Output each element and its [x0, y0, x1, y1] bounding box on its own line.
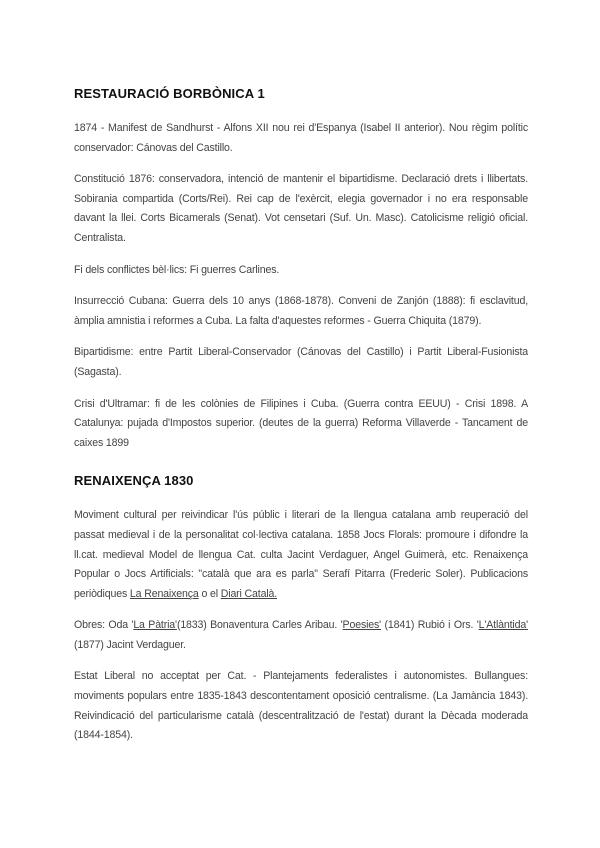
paragraph-text: o el: [198, 587, 221, 600]
paragraph: [74, 616, 528, 655]
section-title-restauracio: RESTAURACIÓ BORBÒNICA 1: [74, 86, 265, 101]
paragraph-text: Obres: Oda ': [74, 619, 134, 632]
paragraph-text: Moviment cultural per reivindicar l'ús públic i literari de la llengua catalana amb reuperació del passat medieval i de la personalitat col·lectiva catalana. 1858 Jocs Florals: promoure i difondre la ll.cat. medieval Model de llengua Cat. culta Jacint Verdaguer, Angel Guimerà, etc. Renaixença Popular o Jocs Artificials: "català que ara es parla" Serafí Pitarra (Frederic Soler). Publicacions periòdiques: [74, 509, 528, 600]
link-la-renaixenca[interactable]: La Renaixença: [129, 587, 199, 600]
paragraph: Insurrecció Cubana: Guerra dels 10 anys (1868-1878). Conveni de Zanjón (1888): fi esclavitud, àmplia amnistia i reformes a Cuba. La falta d'aquestes reformes - Guerra Chiquita (1879).: [74, 295, 528, 327]
link-diari-catala[interactable]: Diari Català.: [220, 587, 278, 600]
document-content: [74, 86, 528, 758]
paragraph: Crisi d'Ultramar: fi de les colònies de Filipines i Cuba. (Guerra contra EEUU) - Crisi 1898. A Catalunya: pujada d'Impostos superior. (deutes de la guerra) Reforma Villaverde - Tancament de caixes 1899: [74, 397, 528, 449]
paragraph: [74, 506, 528, 604]
paragraph: Fi dels conflictes bèl·lics: Fi guerres Carlines.: [74, 263, 280, 276]
paragraph-text: (1833) Bonaventura Carles Aribau. ': [176, 619, 343, 632]
paragraph: Bipartidisme: entre Partit Liberal-Conservador (Cánovas del Castillo) i Partit Liberal-Fusionista (Sagasta).: [74, 346, 528, 378]
paragraph-text: (1877) Jacint Verdaguer.: [74, 638, 186, 651]
link-la-patria[interactable]: La Pàtria': [133, 619, 177, 632]
section-title-renaixenca: RENAIXENÇA 1830: [74, 473, 194, 489]
paragraph: Constitució 1876: conservadora, intenció de mantenir el bipartidisme. Declaració drets i llibertats. Sobirania compartida (Corts/Rei). Rei cap de l'exèrcit, elegia governador i no era responsable davant la llei. Corts Bicamerals (Senat). Vot censetari (Suf. Un. Masc). Catolicisme religió oficial. Centralista.: [74, 173, 528, 244]
paragraph-text: (1841) Rubió i Ors. ': [381, 619, 479, 632]
link-latlantida[interactable]: L'Atlàntida': [478, 619, 528, 632]
link-poesies[interactable]: Poesies': [342, 619, 382, 632]
paragraph: 1874 - Manifest de Sandhurst - Alfons XII nou rei d'Espanya (Isabel II anterior). Nou règim polític conservador: Cánovas del Castillo.: [74, 122, 528, 154]
paragraph: Estat Liberal no acceptat per Cat. - Plantejaments federalistes i autonomistes. Bullangues: moviments populars entre 1835-1843 descontentament oposició centralisme. (La Jamància 1843). Reivindicació del particularisme català (descentralització de l'estat) durant la Dècada moderada (1844-1854).: [74, 670, 528, 742]
